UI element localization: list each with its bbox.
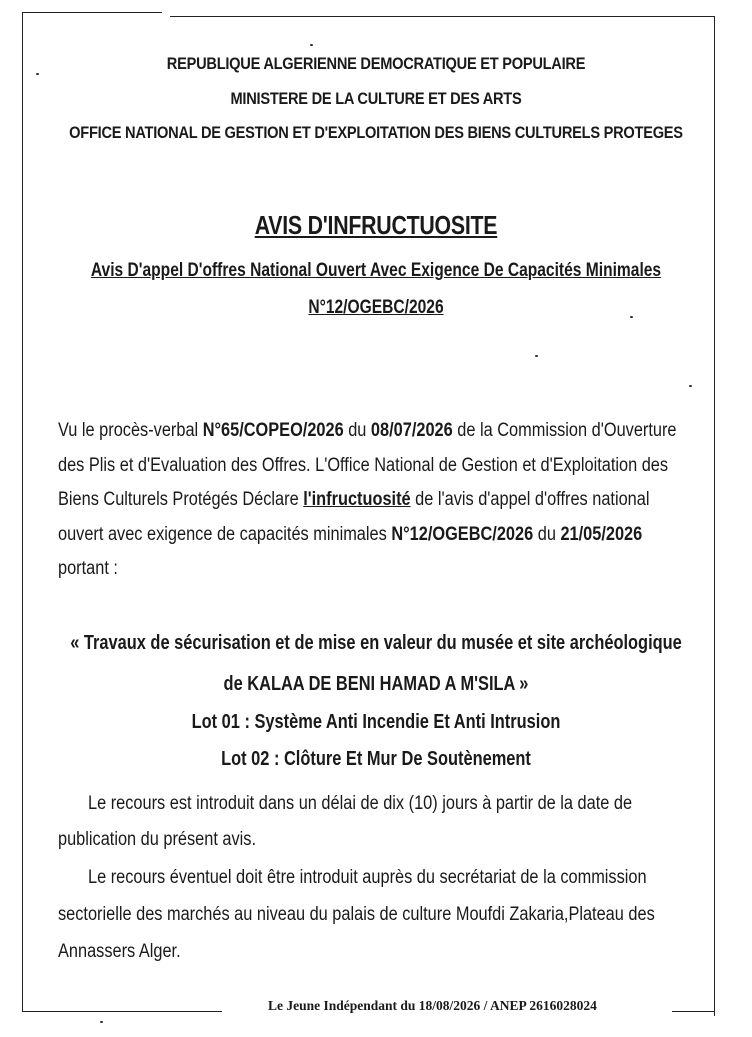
- p1-text: de la Commission d'Ouverture: [452, 420, 677, 441]
- p1-line4: [58, 518, 698, 553]
- frame-left-line: [22, 12, 23, 1012]
- p1-text: Vu le procès-verbal: [58, 420, 203, 441]
- scan-speck: [36, 73, 39, 75]
- publication-footer: Le Jeune Indépendant du 18/08/2026 / ANEP 2616028024: [268, 998, 597, 1013]
- p1-line2: des Plis et d'Evaluation des Offres. L'Office National de Gestion et d'Exploitation des: [58, 454, 669, 476]
- tender-reference: N°12/OGEBC/2026: [391, 523, 534, 545]
- recours-paragraph-2-line1: Le recours éventuel doit être introduit auprès du secrétariat de la commission: [88, 867, 647, 888]
- p1-text: ouvert avec exigence de capacités minimales: [58, 523, 392, 545]
- project-title-line1: « Travaux de sécurisation et de mise en valeur du musée et site archéologique: [70, 632, 682, 654]
- frame-top-left-line: [22, 12, 162, 13]
- p1-text: du: [533, 523, 561, 545]
- infructuosite-term: l'infructuosité: [303, 489, 411, 510]
- recours-paragraph-2-line3: Annassers Alger.: [58, 941, 181, 962]
- notice-subtitle: Avis D'appel D'offres National Ouvert Avec Exigence De Capacités Minimales: [90, 260, 662, 281]
- project-title-line2: de KALAA DE BENI HAMAD A M'SILA »: [223, 673, 529, 695]
- header-office: OFFICE NATIONAL DE GESTION ET D'EXPLOITATION DES BIENS CULTURELS PROTEGES: [69, 123, 683, 142]
- lot-02: Lot 02 : Clôture Et Mur De Soutènement: [221, 748, 531, 770]
- notice-reference: N°12/OGEBC/2026: [308, 297, 444, 318]
- scan-speck: [310, 44, 313, 46]
- p1-text: du: [343, 420, 371, 441]
- lot-01: Lot 01 : Système Anti Incendie Et Anti Intrusion: [191, 711, 561, 733]
- p1-line5: portant :: [58, 558, 118, 579]
- header-ministry: MINISTERE DE LA CULTURE ET DES ARTS: [230, 89, 522, 108]
- p1-text: de l'avis d'appel d'offres national: [410, 489, 650, 510]
- frame-bottom-right-line: [672, 1011, 715, 1012]
- p1-text: Biens Culturels Protégés Déclare: [58, 489, 304, 510]
- tender-date: 21/05/2026: [560, 523, 643, 545]
- recours-paragraph-2-line2: sectorielle des marchés au niveau du palais de culture Moufdi Zakaria,Plateau des: [58, 904, 655, 925]
- scan-speck: [535, 355, 538, 357]
- frame-top-right-line: [170, 16, 715, 17]
- frame-bottom-left-line: [22, 1011, 222, 1012]
- scan-speck: [100, 1021, 103, 1023]
- pv-date: 08/07/2026: [370, 420, 453, 441]
- p1-line3: [58, 483, 698, 518]
- body-paragraph: [58, 414, 698, 587]
- frame-right-line: [714, 16, 715, 1016]
- header-republic: REPUBLIQUE ALGERIENNE DEMOCRATIQUE ET POPULAIRE: [166, 54, 586, 73]
- scan-speck: [689, 385, 692, 387]
- notice-title: AVIS D'INFRUCTUOSITE: [254, 210, 498, 240]
- p1-line1: [58, 414, 698, 449]
- recours-paragraph-1-line2: publication du présent avis.: [58, 829, 257, 850]
- pv-number: N°65/COPEO/2026: [202, 420, 344, 441]
- recours-paragraph-1-line1: Le recours est introduit dans un délai de dix (10) jours à partir de la date de: [88, 793, 633, 814]
